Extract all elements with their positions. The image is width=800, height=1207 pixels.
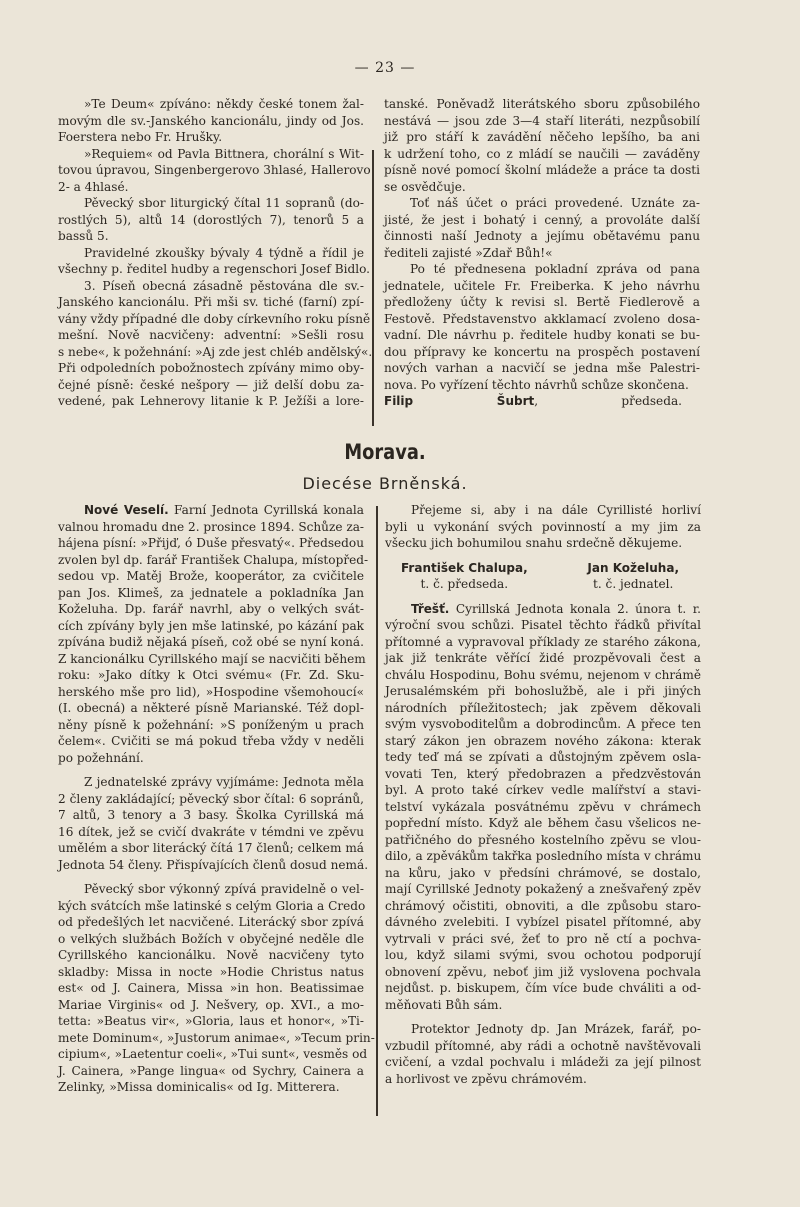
- text-line: 7 altů, 3 tenory a 3 basy. Školka Cyrillská má: [58, 808, 364, 822]
- text-line: telství vykázala posvátnému zpěvu v chrámech: [385, 799, 701, 814]
- text-line: dávného zvelebiti. I vybízel pisatel přítomné, aby: [385, 915, 701, 929]
- text-line: roku: »Jako dítky k Otci svému« (Fr. Zd. Sku-: [58, 668, 364, 682]
- text-line: výroční svou schůzi. Pisatel těchto řádků přivítal: [385, 618, 701, 632]
- text-line: mete Dominum«, »Justorum animae«, »Tecum prin-: [58, 1030, 375, 1045]
- text-line: chrámový očistiti, obnoviti, a dle způsobu staro-: [385, 898, 701, 913]
- paragraph: [58, 881, 375, 1096]
- paragraph: [58, 245, 370, 278]
- column-divider-bottom: [376, 506, 378, 1116]
- text-line: nova. Po vyřízení těchto návrhů schůze skončena.: [384, 377, 689, 392]
- text-line: jisté, že jest i bohatý i cenný, a provoláte další: [384, 212, 700, 227]
- text-line: všechny p. ředitel hudby a regenschori Josef Bidlo.: [58, 262, 370, 276]
- place-heading: Třešť.: [411, 601, 450, 616]
- text-line: Přejeme si, aby i na dále Cyrillisté horliví: [411, 503, 701, 517]
- bottom-right-column: [385, 502, 701, 1087]
- text-line: 16 dítek, jež se cvičí dvakráte v témdni ve zpěvu: [58, 824, 364, 839]
- text-line: vány vždy případné dle doby církevního roku písně: [58, 311, 371, 326]
- text-line: 2 členy zakládající; pěvecký sbor čítal: 6 sopránů,: [58, 791, 364, 806]
- text-line: Pěvecký sbor výkonný zpívá pravidelně o vel-: [84, 882, 364, 896]
- text-line: přítomné a vypravoval příklady ze starého zákona,: [385, 634, 701, 649]
- signature-subrt: Filip Šubrt, předseda.: [384, 394, 682, 408]
- paragraph: [384, 96, 700, 195]
- text-line: herského mše pro lid), »Hospodine všemohoucí«: [58, 684, 364, 699]
- text-line: Nové Veselí. Farní Jednota Cyrillská konala: [84, 503, 364, 517]
- text-line: est« od J. Cainera, Missa »in hon. Beatissimae: [58, 981, 364, 995]
- paragraph: [58, 774, 369, 873]
- section-title: Morava.: [344, 440, 426, 464]
- paragraph: [384, 195, 700, 261]
- text-line: mešní. Nově nacvičeny: adventní: »Sešli rosu: [58, 328, 364, 342]
- text-line: tedy teď má se zpívati a důstojným zpěvem osla-: [385, 750, 701, 764]
- paragraph: [385, 1021, 701, 1087]
- text-line: hájena písní: »Přijď, ó Duše přesvatý«. Předsedou: [58, 536, 364, 550]
- text-line: s nebe«, k požehnání: »Aj zde jest chléb andělský«.: [58, 344, 373, 359]
- text-line: Třešť. Cyrillská Jednota konala 2. února t. r.: [411, 601, 701, 616]
- text-line: byl. A proto také církev vedle malířství a stavi-: [385, 783, 701, 797]
- text-line: Při odpoledních pobožnostech zpívány mimo oby-: [58, 361, 364, 375]
- text-line: měňovati Bůh sám.: [385, 997, 503, 1012]
- text-line: Mariae Virginis« od J. Nešvery, op. XVI., a mo-: [58, 997, 364, 1012]
- text-line: nestává — jsou zde 3—4 staří literáti, nezpůsobilí: [384, 113, 700, 128]
- top-left-column: [58, 96, 373, 410]
- text-line: Jerusalémském při bohoslužbě, ale i při jiných: [385, 684, 701, 698]
- signature-kozeluha: Jan Koželuha, t. č. jednatel.: [587, 560, 679, 591]
- text-line: skladby: Missa in nocte »Hodie Christus natus: [58, 964, 364, 979]
- text-line: k udržení toho, co z mládí se naučili — zaváděny: [384, 146, 700, 161]
- text-line: a horlivost ve zpěvu chrámovém.: [385, 1071, 587, 1086]
- text-line: bassů 5.: [58, 229, 109, 243]
- text-line: byli u vykonání svých povinností a my jim za: [385, 519, 701, 534]
- text-line: Po té přednesena pokladní zpráva od pana: [410, 262, 700, 276]
- text-line: Pěvecký sbor liturgický čítal 11 sopranů (do-: [84, 196, 364, 210]
- paragraph: [385, 601, 701, 1014]
- text-line: Cyrillského kancionálku. Nově nacvičeny tyto: [58, 948, 364, 962]
- text-line: vovati Ten, který předobrazen a předzvěstován: [385, 766, 701, 781]
- text-line: Foerstera nebo Fr. Hrušky.: [58, 130, 223, 144]
- text-line: Koželuha. Dp. farář navrhl, aby o velkých svát-: [58, 602, 364, 616]
- text-line: na kůru, jako v předsíni chrámové, se dostalo,: [385, 865, 701, 880]
- column-divider-top: [372, 150, 374, 426]
- text-line: od předešlých let nacvičené. Literácký sbor zpívá: [58, 915, 364, 929]
- paragraph: [58, 278, 373, 410]
- text-line: vedené, pak Lehnerovy litanie k P. Ježíši a lore-: [58, 394, 364, 408]
- text-line: dou přípravy ke koncertu na prospěch postavení: [384, 344, 700, 359]
- text-line: cích zpívány byly jen mše latinské, po kázání pak: [58, 618, 364, 633]
- text-line: (I. obecná) a některé písně Marianské. Též dopl-: [58, 701, 364, 715]
- text-line: řediteli zajisté »Zdař Bůh!«: [384, 245, 553, 260]
- text-line: Toť náš účet o práci provedené. Uznáte za-: [410, 196, 700, 210]
- paragraph: [385, 502, 701, 552]
- text-line: činnosti naší Jednoty a jejímu obětavému panu: [384, 229, 700, 243]
- paragraph: [58, 96, 364, 146]
- paragraph: [58, 502, 369, 766]
- text-line: čejné písně: české nešpory — již delší dobu za-: [58, 377, 364, 392]
- text-line: 3. Píseň obecná zásadně pěstována dle sv.-: [84, 278, 364, 293]
- text-line: již pro stáří k zavádění něčeho lepšího, ba ani: [384, 130, 700, 144]
- text-line: starý zákon jen obrazem nového zákona: kterak: [385, 733, 701, 748]
- section-subtitle: Diecése Brněnská.: [302, 474, 468, 493]
- text-line: kých svátcích mše latinské s celým Gloria a Credo: [58, 898, 366, 913]
- signature-chalupa: František Chalupa, t. č. předseda.: [401, 560, 528, 591]
- paragraph: [58, 146, 371, 196]
- text-line: J. Cainera, »Pange lingua« od Sychry, Cainera a: [58, 1063, 364, 1078]
- text-line: lou, když silami svými, svou ochotou podporují: [385, 948, 701, 962]
- text-line: »Requiem« od Pavla Bittnera, chorální s Wit-: [84, 146, 364, 161]
- text-line: umělém a sbor literácký čítá 17 členů; celkem má: [58, 841, 364, 855]
- text-line: Festově. Představenstvo akklamací zvoleno dosa-: [384, 311, 700, 326]
- text-line: Janského kancionálu. Při mši sv. tiché (farní) zpí-: [58, 295, 364, 309]
- top-right-column: [384, 96, 700, 410]
- text-line: mají Cyrillské Jednoty pokažený a znešvařený zpěv: [385, 882, 701, 896]
- text-line: popřední místo. Když ale během času všelicos ne-: [385, 816, 701, 830]
- text-line: tetta: »Beatus vir«, »Gloria, laus et honor«, »Ti-: [58, 1014, 364, 1028]
- text-line: valnou hromadu dne 2. prosince 1894. Schůze za-: [58, 519, 365, 534]
- text-line: nových varhan a nacvičí se jedna mše Palestri-: [384, 361, 700, 375]
- text-line: dilo, a zpěvákům takřka posledního místa v chrámu: [385, 849, 702, 863]
- text-line: obnovení zpěvu, neboť jim již vyslovena pochvala: [385, 964, 701, 979]
- text-line: vadní. Dle návrhu p. ředitele hudby konati se bu-: [384, 328, 700, 342]
- text-line: o velkých službách Božích v obyčejné neděle dle: [58, 931, 364, 946]
- text-line: vzbudil přítomné, aby rádi a ochotně navštěvovali: [385, 1038, 701, 1053]
- text-line: Z jednatelské zprávy vyjímáme: Jednota měla: [84, 775, 364, 789]
- text-line: tovou úpravou, Singenbergerovo 3hlasé, Hallerovo: [58, 163, 371, 177]
- text-line: pan Jos. Klimeš, za jednatele a pokladníka Jan: [58, 585, 364, 600]
- text-line: rostlých 5), altů 14 (dorostlých 7), tenorů 5 a: [58, 212, 364, 227]
- text-line: zvolen byl dp. farář František Chalupa, místopřed-: [58, 552, 369, 567]
- text-line: cipium«, »Laetentur coeli«, »Tui sunt«, vesměs od: [58, 1047, 368, 1061]
- text-line: písně nové pomocí školní mládeže a práce ta dosti: [384, 163, 700, 177]
- text-line: Zelinky, »Missa dominicalis« od Ig. Mitterera.: [58, 1080, 340, 1094]
- text-line: »Te Deum« zpíváno: někdy české tonem žal-: [84, 97, 364, 111]
- paragraph: [58, 195, 364, 245]
- text-line: 2- a 4hlasé.: [58, 179, 129, 194]
- text-line: po požehnání.: [58, 750, 144, 765]
- text-line: patřičného do přesného kostelního zpěvu se vlou-: [385, 832, 701, 847]
- text-line: zpívána budiž nějaká píseň, což obé se nyní koná.: [58, 635, 364, 649]
- text-line: národních příležitostech; jak zpěvem děkovali: [385, 700, 701, 715]
- text-line: Jednota 54 členy. Přispívajících členů dosud nemá.: [58, 857, 369, 872]
- place-heading: Nové Veselí.: [84, 503, 169, 517]
- text-line: chválu Hospodinu, Bohu svému, nejenom v chrámě: [385, 667, 701, 682]
- bottom-left-column: [58, 502, 375, 1096]
- text-line: vytrvali v práci své, žeť to pro ně ctí a pochva-: [385, 931, 701, 946]
- text-line: něny písně k požehnání: »S poníženým u prach: [58, 717, 364, 732]
- text-line: se osvědčuje.: [384, 179, 466, 194]
- text-line: movým dle sv.-Janského kancionálu, jindy od Jos.: [58, 113, 364, 128]
- text-line: Z kancionálku Cyrillského mají se nacvičiti během: [58, 651, 366, 666]
- text-line: nejdůst. p. biskupem, čím více bude chváliti a od-: [385, 981, 701, 995]
- text-line: sedou vp. Matěj Brože, kooperátor, za cvičitele: [58, 569, 364, 583]
- signatures: [385, 560, 701, 593]
- text-line: cvičení, a vzdal pochvalu i mládeži za její pilnost: [385, 1055, 701, 1069]
- text-line: Pravidelné zkoušky bývaly 4 týdně a řídil je: [84, 245, 364, 260]
- text-line: jak již tenkráte věřící židé prozpěvovali čest a: [385, 651, 701, 665]
- paragraph: [384, 261, 700, 393]
- text-line: čelem«. Cvičiti se má pokud třeba vždy v neděli: [58, 734, 364, 748]
- text-line: jednatele, učitele Fr. Freiberka. K jeho návrhu: [384, 278, 700, 293]
- text-line: všecku jich bohumilou snahu srdečně děkujeme.: [385, 536, 683, 550]
- text-line: tanské. Poněvadž literátského sboru způsobilého: [384, 97, 700, 111]
- text-line: Protektor Jednoty dp. Jan Mrázek, farář, po-: [411, 1022, 701, 1036]
- text-line: svým vysvoboditelům a dobrodincům. A přece ten: [385, 717, 701, 731]
- page-number: — 23 —: [354, 60, 416, 76]
- text-line: předloženy účty k revisi sl. Bertě Fiedlerově a: [384, 295, 700, 309]
